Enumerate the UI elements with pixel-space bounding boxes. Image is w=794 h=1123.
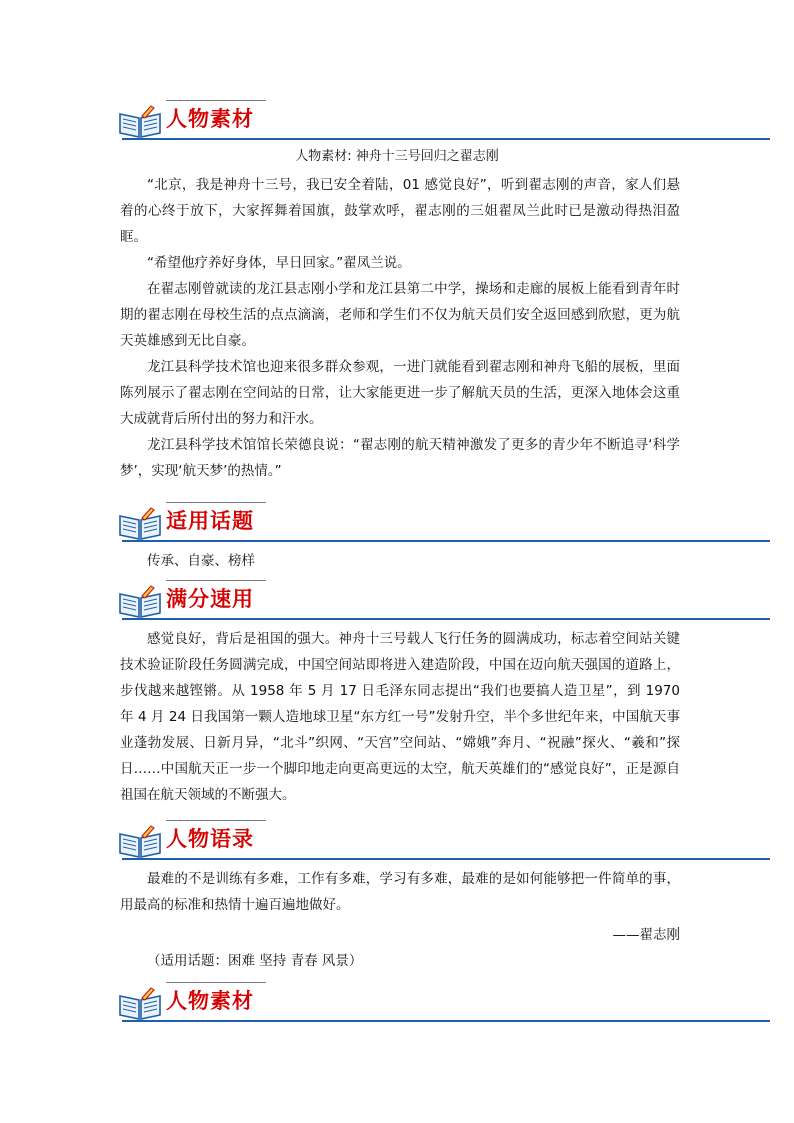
article-title: 人物素材: 神舟十三号回归之翟志刚 bbox=[295, 149, 499, 164]
open-book-icon bbox=[118, 506, 162, 540]
title-overline bbox=[166, 982, 266, 983]
section-rule bbox=[122, 138, 770, 140]
quote-topics: （适用话题：困难 坚持 青春 风景） bbox=[147, 953, 363, 969]
title-overline bbox=[166, 502, 266, 503]
open-book-icon bbox=[118, 824, 162, 858]
material-paragraph: “北京，我是神舟十三号，我已安全着陆，01 感觉良好”，听到翟志刚的声音，家人们悬着的心终于放下，大家挥舞着国旗，鼓掌欢呼，翟志刚的三姐翟凤兰此时已是激动得热泪盈眶。 bbox=[120, 177, 680, 245]
section-header-topics bbox=[118, 502, 770, 544]
section-title: 人物素材 bbox=[166, 107, 254, 131]
section-rule bbox=[122, 858, 770, 860]
topics-text: 传承、自豪、榜样 bbox=[147, 553, 255, 569]
section-rule bbox=[122, 618, 770, 620]
title-overline bbox=[166, 820, 266, 821]
open-book-icon bbox=[118, 584, 162, 618]
material-paragraph: 在翟志刚曾就读的龙江县志刚小学和龙江县第二中学，操场和走廊的展板上能看到青年时期的翟志刚在母校生活的点点滴滴，老师和学生们不仅为航天员们安全返回感到欣慰，更为航天英雄感到无比自豪。 bbox=[120, 281, 680, 349]
open-book-icon bbox=[118, 104, 162, 138]
section-rule bbox=[122, 540, 770, 542]
section-header-material bbox=[118, 100, 770, 142]
section-header-quote bbox=[118, 820, 770, 862]
open-book-icon bbox=[118, 986, 162, 1020]
title-overline bbox=[166, 100, 266, 101]
section-rule bbox=[122, 1020, 770, 1022]
section-header-usage bbox=[118, 580, 770, 622]
section-title: 人物素材 bbox=[166, 989, 254, 1013]
section-title: 人物语录 bbox=[166, 827, 254, 851]
section-title: 适用话题 bbox=[166, 509, 254, 533]
quote-text: 最难的不是训练有多难，工作有多难，学习有多难，最难的是如何能够把一件简单的事，用最高的标准和热情十遍百遍地做好。 bbox=[120, 871, 680, 913]
section-title: 满分速用 bbox=[166, 587, 254, 611]
section-header-material-next bbox=[118, 982, 770, 1024]
material-paragraph: 龙江县科学技术馆馆长荣德良说：“翟志刚的航天精神激发了更多的青少年不断追寻‘科学梦’，实现‘航天梦’的热情。” bbox=[120, 437, 680, 479]
material-paragraph: “希望他疗养好身体，早日回家。”翟凤兰说。 bbox=[147, 255, 411, 271]
title-overline bbox=[166, 580, 266, 581]
quote-author: ——翟志刚 bbox=[612, 927, 680, 943]
material-paragraph: 龙江县科学技术馆也迎来很多群众参观，一进门就能看到翟志刚和神舟飞船的展板，里面陈列展示了翟志刚在空间站的日常，让大家能更进一步了解航天员的生活，更深入地体会这重大成就背后所付出的努力和汗水。 bbox=[120, 359, 680, 427]
usage-paragraph: 感觉良好，背后是祖国的强大。神舟十三号载人飞行任务的圆满成功，标志着空间站关键技术验证阶段任务圆满完成，中国空间站即将进入建造阶段，中国在迈向航天强国的道路上，步伐越来越铿锵。从 1958 年 5 月 17 日毛泽东同志提出“我们也要搞人造卫星”，到 1970 年 4 月 24 日我国第一颗人造地球卫星“东方红一号”发射升空，半个多世纪年来，中国航天事业蓬勃发展、日新月异，“北斗”织网、“天宫”空间站、“嫦娥”奔月、“祝融”探火、“羲和”探日……中国航天正一步一个脚印地走向更高更远的太空，航天英雄们的“感觉良好”，正是源自祖国在航天领域的不断强大。 bbox=[120, 631, 680, 803]
